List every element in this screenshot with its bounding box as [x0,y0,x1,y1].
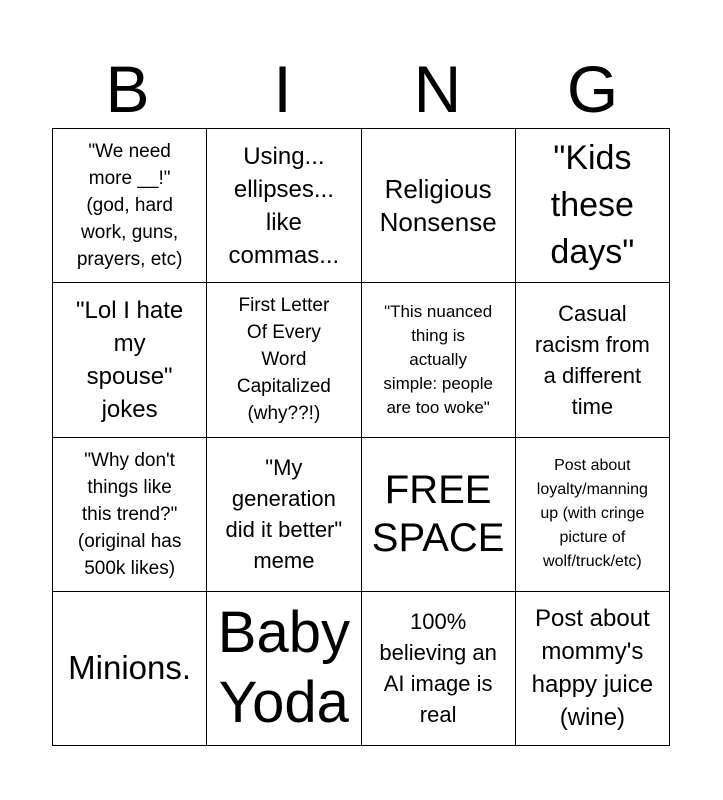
bingo-cell-r2c3[interactable] [362,283,516,437]
bingo-cell-text: Minions. [68,649,192,687]
bingo-cell-text: "We need more __!" (god, hard work, guns, prayers, etc) [76,141,183,271]
bingo-header [50,50,670,128]
header-letter-b: B [105,52,150,126]
bingo-cell-r1c3[interactable] [362,129,516,283]
bingo-cell-text: "Why don't things like this trend?" (original has 500k likes) [77,449,182,579]
bingo-cell-r2c4[interactable] [516,283,670,437]
header-letter-i: I [273,52,292,126]
free-space-label: FREE SPACE [371,468,505,561]
bingo-cell-text: Post about mommy's happy juice (wine) [531,605,654,732]
bingo-cell-r2c1[interactable] [53,283,207,437]
bingo-cell-text: Casual racism from a different time [534,300,650,419]
bingo-board [52,128,670,746]
bingo-cell-r3c2[interactable] [207,438,361,592]
bingo-cell-text: 100% believing an AI image is real [379,609,497,728]
bingo-cell-r4c2[interactable] [207,592,361,746]
bingo-cell-text: First Letter Of Every Word Capitalized (why??!) [236,295,331,425]
header-letter-n: N [413,52,462,126]
bingo-cell-text: Post about loyalty/manning up (with cringe picture of wolf/truck/etc) [536,457,648,571]
bingo-cell-r1c2[interactable] [207,129,361,283]
bingo-cell-text: "Lol I hate my spouse" jokes [75,296,184,423]
bingo-cell-r4c3[interactable] [362,592,516,746]
bingo-cell-r3c1[interactable] [53,438,207,592]
bingo-cell-r4c1[interactable] [53,592,207,746]
bingo-cell-r3c3-free-space[interactable] [362,438,516,592]
bingo-cell-r4c4[interactable] [516,592,670,746]
bingo-cell-text: "My generation did it better" meme [225,455,343,574]
bingo-cell-text: "Kids these days" [550,139,635,272]
bingo-cell-r1c1[interactable] [53,129,207,283]
bingo-cell-text: Religious Nonsense [379,173,497,237]
bingo-cell-text: Using... ellipses... like commas... [228,142,340,269]
bingo-cell-r2c2[interactable] [207,283,361,437]
bingo-cell-text: "This nuanced thing is actually simple: people are too woke" [383,301,493,417]
bingo-cell-text: Baby Yoda [217,600,350,736]
bingo-cell-r3c4[interactable] [516,438,670,592]
header-letter-g: G [566,52,619,126]
bingo-cell-r1c4[interactable] [516,129,670,283]
